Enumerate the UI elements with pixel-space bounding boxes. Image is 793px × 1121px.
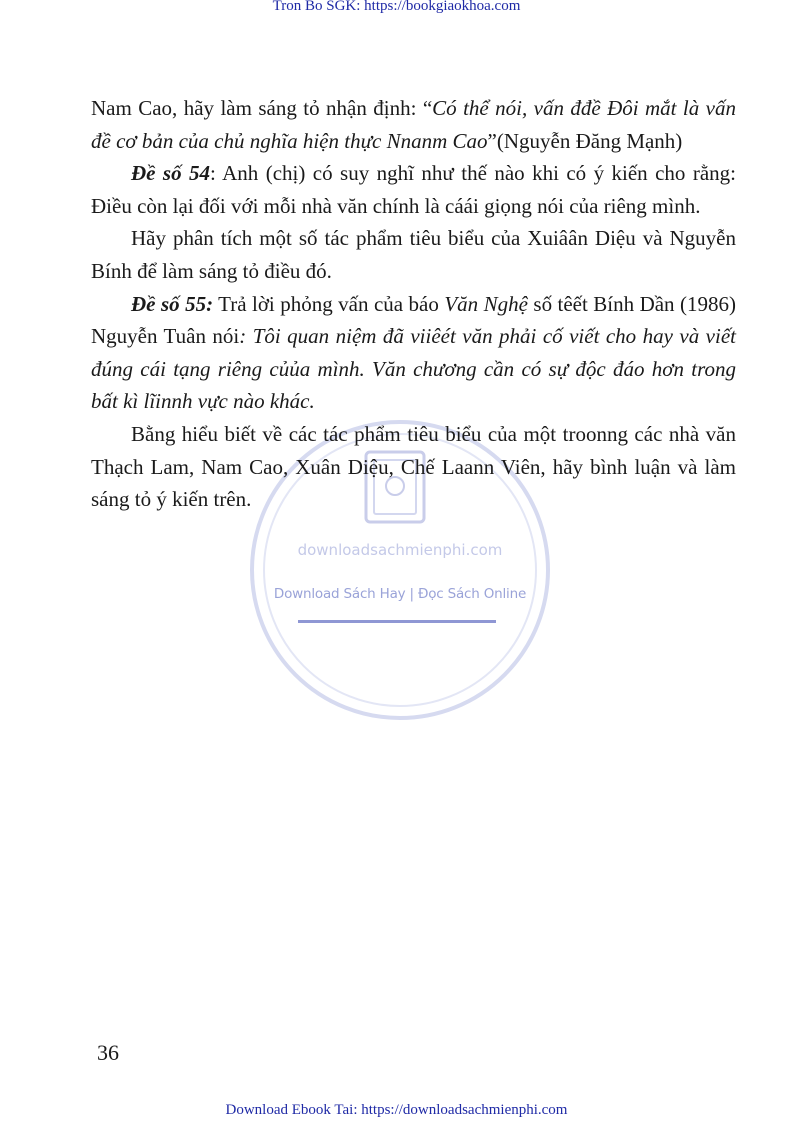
page-number: 36 xyxy=(97,1040,119,1065)
p4-text-1: Trả lời phỏng vấn của báo xyxy=(213,291,445,316)
paragraph-4 xyxy=(91,288,736,418)
p4-text-3: số têết Bính Dần (1986) Nguyễn Tuân nói xyxy=(91,291,736,349)
p4-quote: : Tôi quan niệm đã viiêét văn phải cố viết cho hay và viết đúng cái tạng riêng củủa mình. Văn chương cần có sự độc đáo hơn trong bất kì lĩinnh vực nào khác. xyxy=(91,324,736,414)
paragraph-3 xyxy=(91,222,736,287)
de-so-55-label: Đề số 55: xyxy=(131,291,214,316)
p4-newspaper-name: Văn Nghệ xyxy=(444,291,528,316)
header-banner[interactable]: Tron Bo SGK: https://bookgiaokhoa.com xyxy=(272,0,521,14)
watermark-caption: Download Sách Hay | Đọc Sách Online xyxy=(273,586,527,602)
page-body xyxy=(91,92,736,516)
p3-text: Hãy phân tích một số tác phẩm tiêu biểu của Xuiâân Diệu và Nguyễn Bính để làm sáng tỏ điều đó. xyxy=(91,226,736,283)
p1-text-1: Nam Cao, hãy làm sáng tỏ nhận định: “ xyxy=(91,96,433,120)
p5-text: Bằng hiểu biết về các tác phẩm tiêu biểu của một troonng các nhà văn Thạch Lam, Nam Cao, Xuân Diệu, Chế Laann Viên, hãy bình luận và làm sáng tỏ ý kiến trên. xyxy=(91,421,736,512)
p2-text: : Anh (chị) có suy nghĩ như thế nào khi có ý kiến cho rằng: Điều còn lại đối với mỗi nhà văn chính là cáái giọng nói của riêng mình. xyxy=(91,161,736,218)
watermark-bar xyxy=(298,620,496,623)
watermark-url: downloadsachmienphi.com xyxy=(297,541,503,559)
paragraph-5 xyxy=(91,418,736,516)
footer-banner[interactable]: Download Ebook Tai: https://downloadsachmienphi.com xyxy=(225,1102,568,1118)
p1-quote: Có thể nói, vấn đđề Đôi mắt là vấn đề cơ bản của chủ nghĩa hiện thực Nnanm Cao xyxy=(91,96,736,153)
paragraph-1 xyxy=(91,92,736,157)
paragraph-2 xyxy=(91,157,736,222)
p1-text-3: ”(Nguyễn Đăng Mạnh) xyxy=(487,128,683,153)
de-so-54-label: Đề số 54 xyxy=(131,161,211,186)
